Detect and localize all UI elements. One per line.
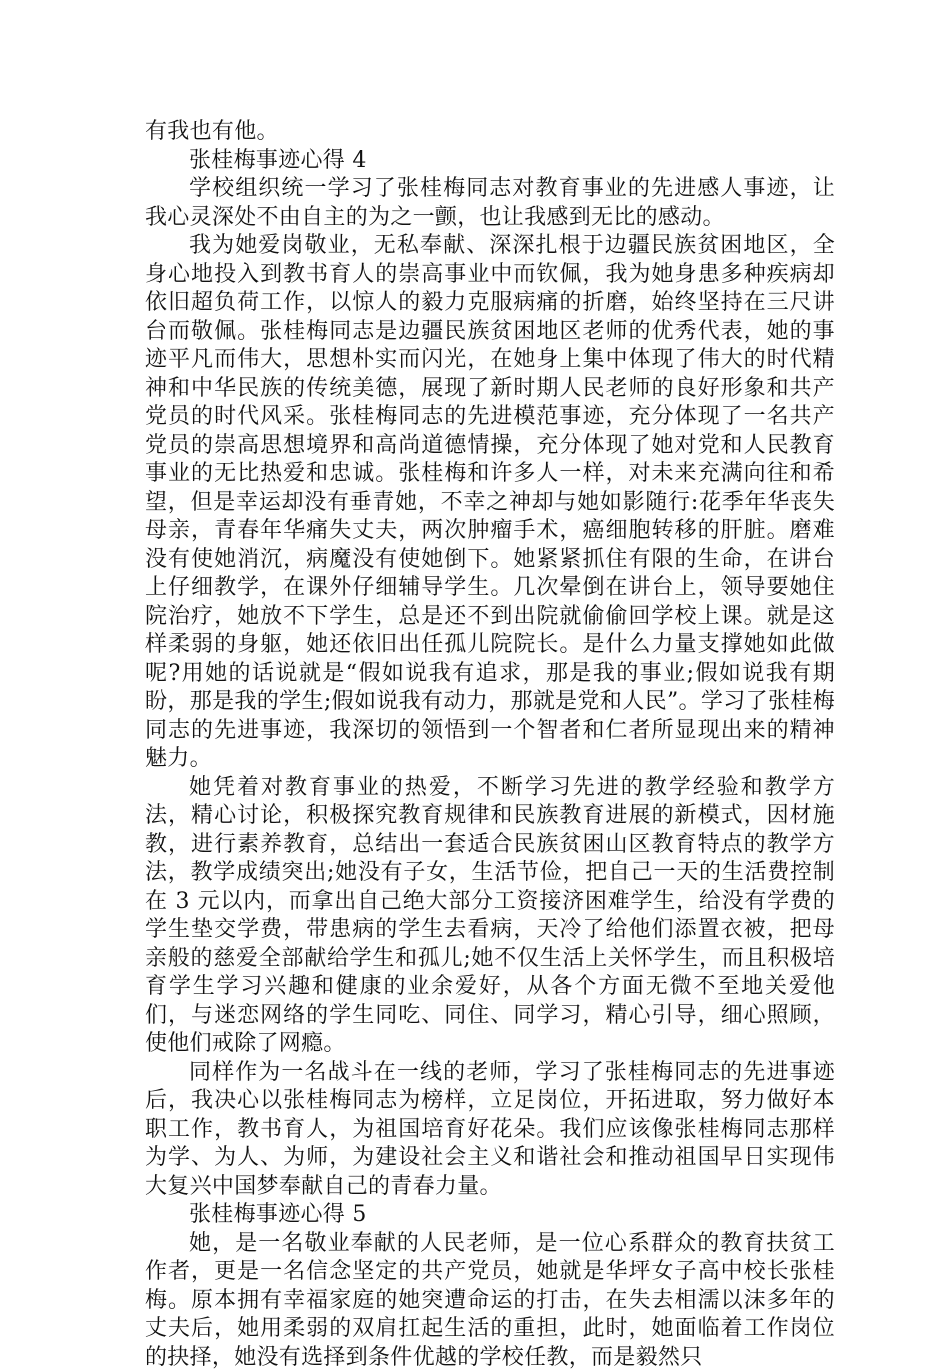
paragraph: 同样作为一名战斗在一线的老师，学习了张桂梅同志的先进事迹后，我决心以张桂梅同志为榜样，立足岗位，开拓进取，努力做好本职工作，教书育人，为祖国培育好花朵。我们应该像张桂梅同志那样为学、为人、为师，为建设社会主义和谐社会和推动祖国早日实现伟大复兴中国梦奉献自己的青春力量。 [145, 1059, 835, 1202]
document-body [145, 118, 835, 1372]
paragraph: 学校组织统一学习了张桂梅同志对教育事业的先进感人事迹，让我心灵深处不由自主的为之一颤，也让我感到无比的感动。 [145, 175, 835, 232]
paragraph: 我为她爱岗敬业，无私奉献、深深扎根于边疆民族贫困地区，全身心地投入到教书育人的崇高事业中而钦佩，我为她身患多种疾病却依旧超负荷工作，以惊人的毅力克服病痛的折磨，始终坚持在三尺讲台而敬佩。张桂梅同志是边疆民族贫困地区老师的优秀代表，她的事迹平凡而伟大，思想朴实而闪光，在她身上集中体现了伟大的时代精神和中华民族的传统美德，展现了新时期人民老师的良好形象和共产党员的时代风采。张桂梅同志的先进模范事迹，充分体现了一名共产党员的崇高思想境界和高尚道德情操，充分体现了她对党和人民教育事业的无比热爱和忠诚。张桂梅和许多人一样，对未来充满向往和希望，但是幸运却没有垂青她，不幸之神却与她如影随行:花季年华丧失母亲，青春年华痛失丈夫，两次肿瘤手术，癌细胞转移的肝脏。磨难没有使她消沉，病魔没有使她倒下。她紧紧抓住有限的生命，在讲台上仔细教学，在课外仔细辅导学生。几次晕倒在讲台上，领导要她住院治疗，她放不下学生，总是还不到出院就偷偷回学校上课。就是这样柔弱的身躯，她还依旧出任孤儿院院长。是什么力量支撑她如此做呢?用她的话说就是“假如说我有追求，那是我的事业;假如说我有期盼，那是我的学生;假如说我有动力，那就是党和人民”。学习了张桂梅同志的先进事迹，我深切的领悟到一个智者和仁者所显现出来的精神魅力。 [145, 232, 835, 774]
section-heading-5: 张桂梅事迹心得 5 [145, 1201, 835, 1230]
paragraph: 她，是一名敬业奉献的人民老师，是一位心系群众的教育扶贫工作者，更是一名信念坚定的共产党员，她就是华坪女子高中校长张桂梅。原本拥有幸福家庭的她突遭命运的打击，在失去相濡以沫多年的丈夫后，她用柔弱的双肩扛起生活的重担，此时，她面临着工作岗位的抉择，她没有选择到条件优越的学校任教，而是毅然只 [145, 1230, 835, 1372]
paragraph-continuation: 有我也有他。 [145, 118, 835, 147]
paragraph: 她凭着对教育事业的热爱，不断学习先进的教学经验和教学方法，精心讨论，积极探究教育规律和民族教育进展的新模式，因材施教，进行素养教育，总结出一套适合民族贫困山区教育特点的教学方法，教学成绩突出;她没有子女，生活节俭，把自己一天的生活费控制在 3 元以内，而拿出自己绝大部分工资接济困难学生，给没有学费的学生垫交学费，带患病的学生去看病，天冷了给他们添置衣被，把母亲般的慈爱全部献给学生和孤儿;她不仅生活上关怀学生，而且积极培育学生学习兴趣和健康的业余爱好，从各个方面无微不至地关爱他们，与迷恋网络的学生同吃、同住、同学习，精心引导，细心照顾，使他们戒除了网瘾。 [145, 774, 835, 1059]
section-heading-4: 张桂梅事迹心得 4 [145, 147, 835, 176]
